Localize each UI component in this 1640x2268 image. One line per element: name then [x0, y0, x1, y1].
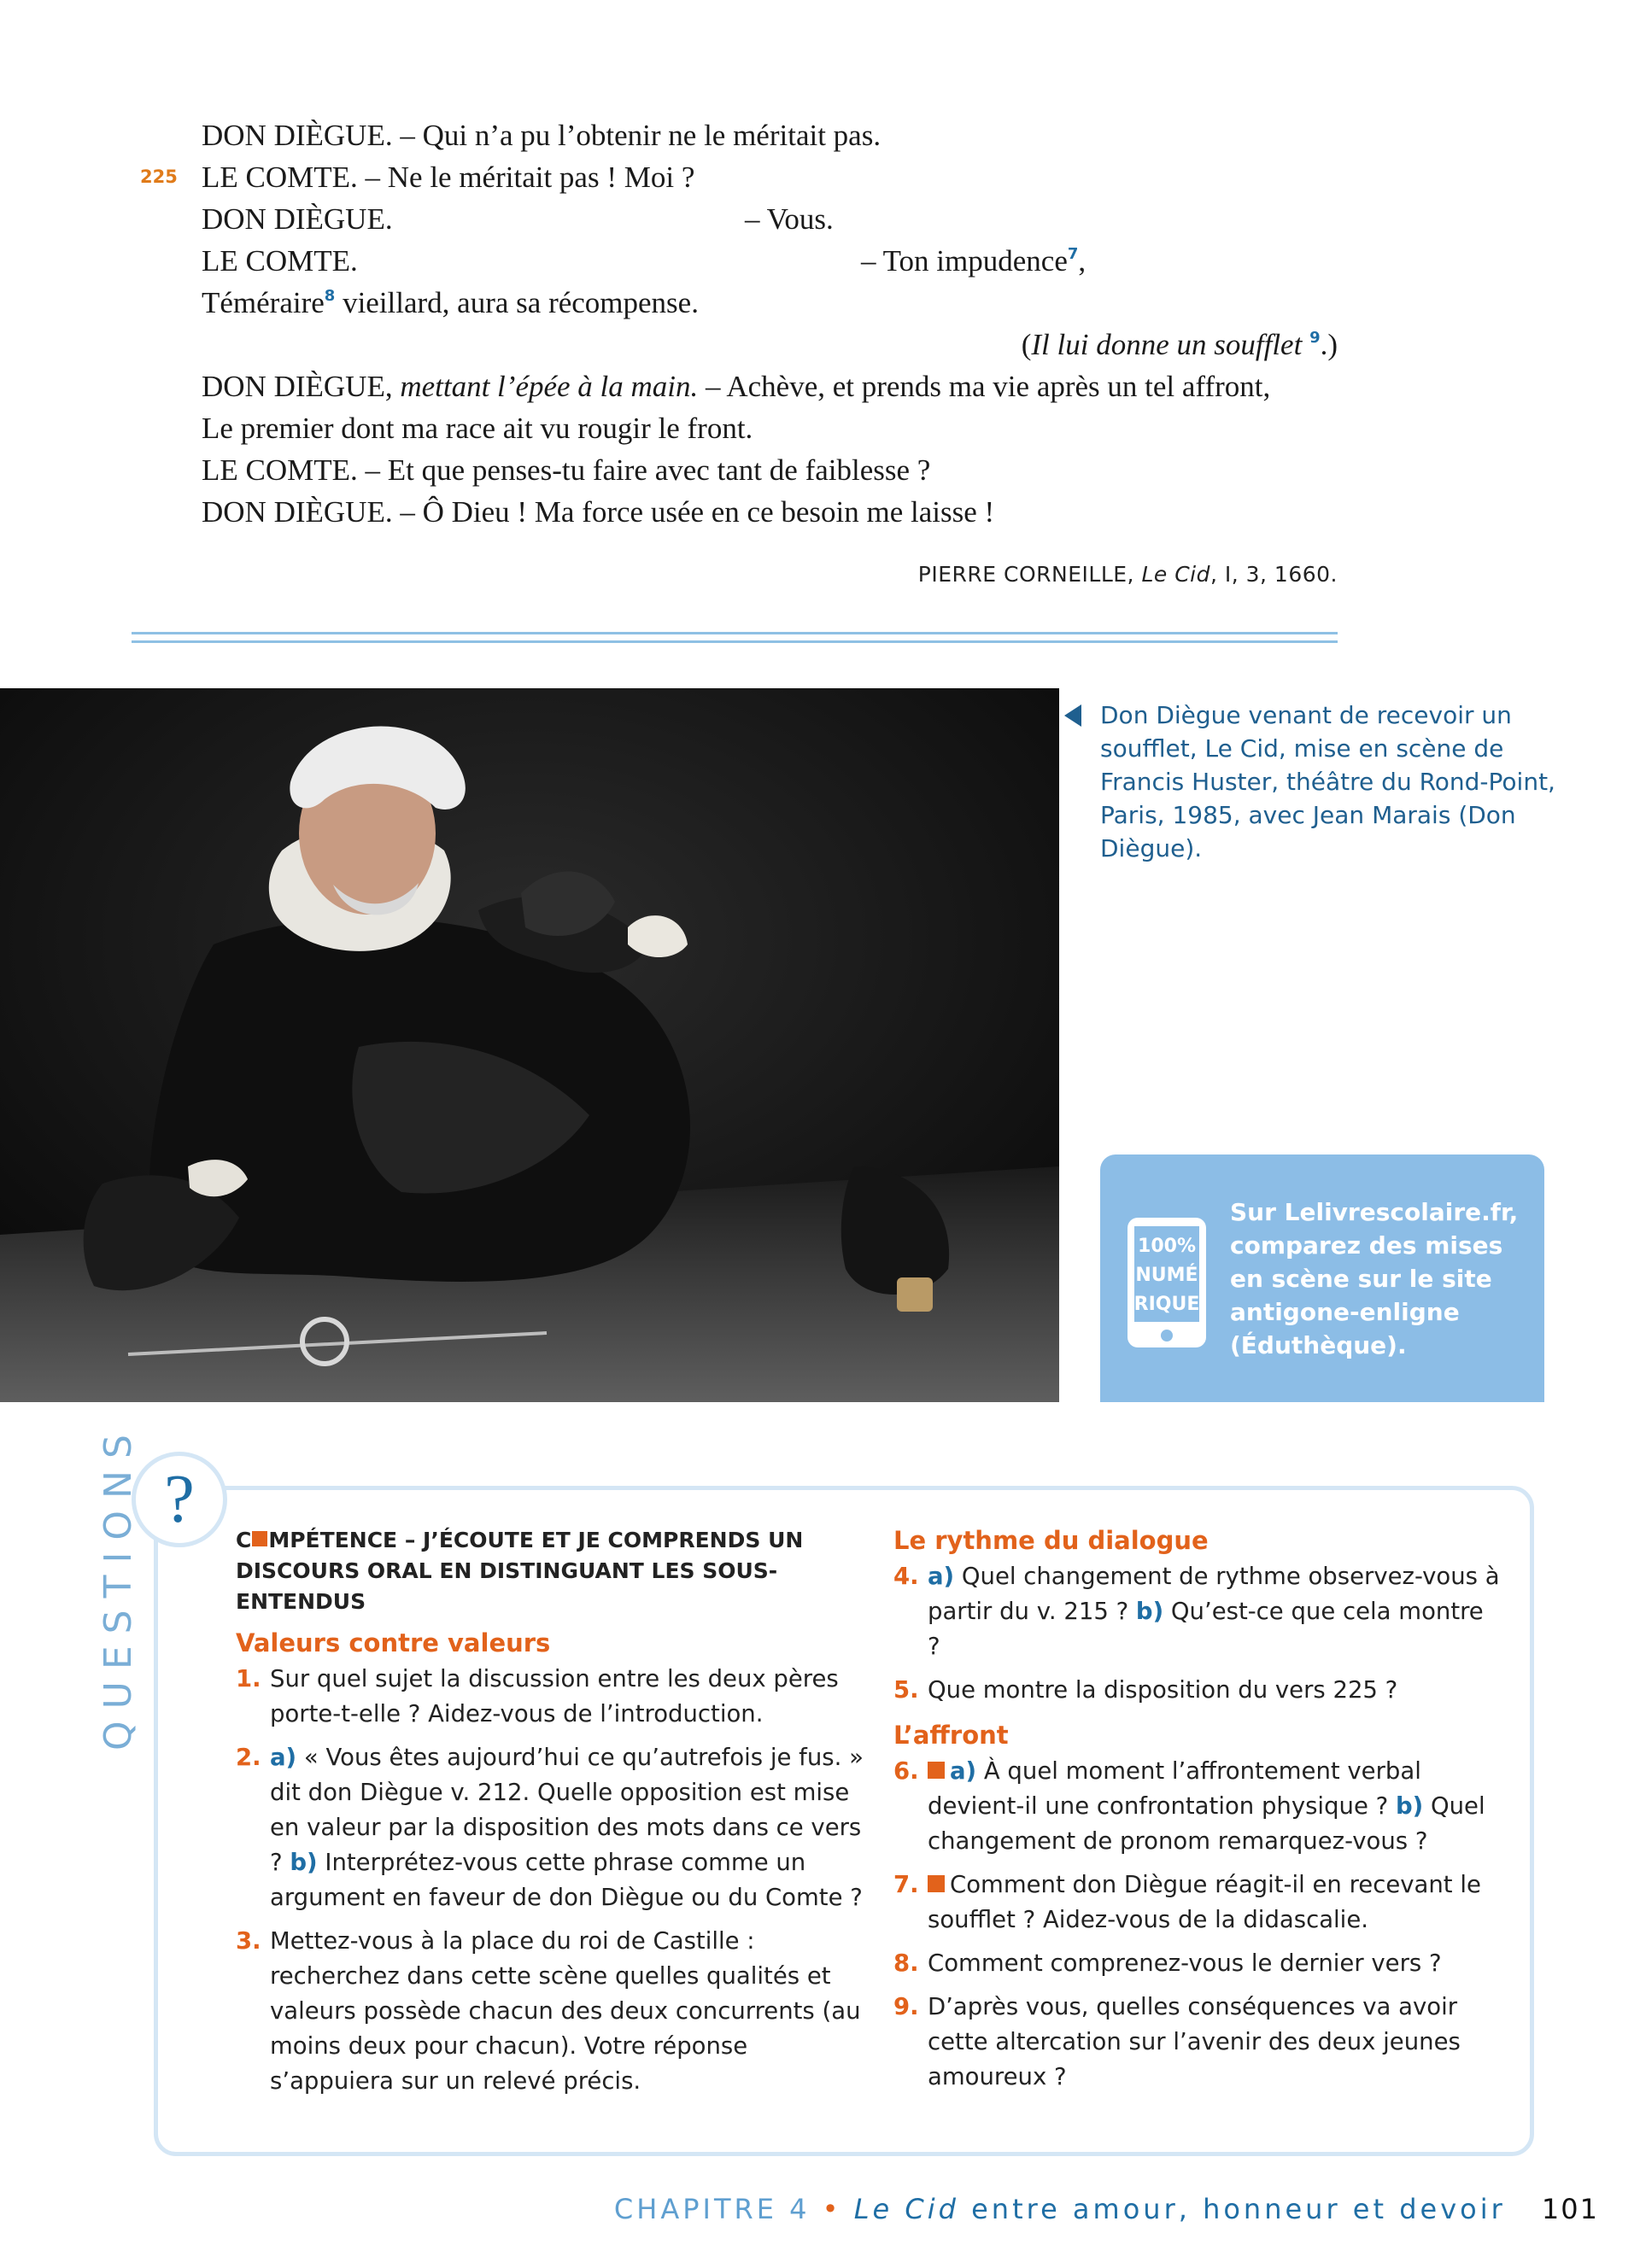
questions-right-column — [893, 1522, 1500, 2103]
bullet-separator: • — [822, 2193, 842, 2225]
oral-square-icon — [928, 1762, 945, 1779]
line-number: 225 — [140, 167, 178, 187]
question-number: 5. — [893, 1676, 919, 1704]
question-item — [236, 1740, 868, 1915]
question-item — [893, 1946, 1500, 1981]
digital-resource-box[interactable] — [1100, 1154, 1544, 1402]
footnote-marker[interactable]: 9 — [1309, 329, 1321, 347]
verse-text: – Achève, et prends ma vie après un tel affront, — [698, 370, 1271, 403]
speaker-name: LE COMTE. — [202, 244, 358, 278]
question-text: Qu’est-ce que cela montre ? — [928, 1598, 1484, 1660]
section-heading: Le rythme du dialogue — [893, 1526, 1209, 1555]
verse-line — [202, 282, 1338, 324]
question-part: a) — [270, 1744, 297, 1771]
verse-line — [202, 491, 1338, 533]
stage-photo — [0, 688, 1059, 1402]
question-number: 9. — [893, 1993, 919, 2020]
verse-text: – Qui n’a pu l’obtenir ne le méritait pas. — [392, 119, 882, 152]
footnote-marker[interactable]: 8 — [324, 287, 336, 305]
question-text: Comment comprenez-vous le dernier vers ? — [928, 1949, 1442, 1977]
verse-text: – Ô Dieu ! Ma force usée en ce besoin me laisse ! — [392, 495, 995, 529]
section-heading: L’affront — [893, 1721, 1009, 1750]
verse-line — [202, 365, 1338, 407]
verse-text: – Ton impudence — [861, 244, 1068, 278]
speaker-name: DON DIÈGUE. — [202, 202, 393, 236]
source-ref: , I, 3, 1660. — [1210, 562, 1338, 587]
paren: ( — [1021, 328, 1032, 361]
question-text: Interprétez-vous cette phrase comme un argument en faveur de don Diègue ou du Comte ? — [270, 1849, 863, 1911]
chapter-label: CHAPITRE 4 — [613, 2193, 811, 2225]
competence-heading — [236, 1525, 868, 1617]
speaker-name: DON DIÈGUE, — [202, 370, 393, 403]
verse-text: – Vous. — [745, 202, 834, 236]
question-item — [236, 1662, 868, 1732]
comp-text: MPÉTENCE – J’ÉCOUTE ET JE COMPRENDS UN DISCOURS ORAL EN DISTINGUANT LES SOUS-ENTENDUS — [236, 1528, 804, 1614]
source-author: PIERRE CORNEILLE, — [917, 562, 1134, 587]
question-item — [893, 1990, 1500, 2095]
stage-direction-text: Il lui donne un soufflet — [1031, 328, 1303, 361]
question-part: b) — [290, 1849, 318, 1876]
verse-text: – Ne le méritait pas ! Moi ? — [357, 161, 695, 194]
photo-caption — [1100, 699, 1578, 865]
verse-line — [140, 156, 1338, 198]
question-number: 1. — [236, 1665, 261, 1692]
verse-line — [202, 114, 1338, 156]
verse-text: , — [1078, 244, 1086, 278]
source-work: Le Cid — [1141, 562, 1210, 587]
question-part: b) — [1395, 1792, 1424, 1820]
question-text: D’après vous, quelles conséquences va avoir cette altercation sur l’avenir des deux jeunes amoureux ? — [928, 1993, 1461, 2090]
question-number: 6. — [893, 1757, 919, 1785]
footnote-marker[interactable]: 7 — [1067, 245, 1079, 263]
verse-line — [202, 240, 1338, 282]
question-number: 3. — [236, 1927, 261, 1955]
chapter-title-italic: Le Cid — [853, 2193, 959, 2225]
square-icon — [252, 1531, 267, 1546]
chapter-title: entre amour, honneur et devoir — [958, 2193, 1506, 2225]
question-number: 7. — [893, 1871, 919, 1898]
question-item — [236, 1924, 868, 2099]
badge-line: NUMÉ — [1135, 1265, 1198, 1286]
question-text: Mettez-vous à la place du roi de Castille : recherchez dans cette scène quelles qualités et valeurs possède chacun des deux concurrents (au moins deux pour chacun). Votre réponse s’appuiera sur un relevé précis. — [270, 1927, 861, 2095]
question-number: 4. — [893, 1563, 919, 1590]
question-part: a) — [950, 1757, 977, 1785]
question-number: 8. — [893, 1949, 919, 1977]
play-excerpt — [140, 114, 1338, 533]
oral-square-icon — [928, 1875, 945, 1892]
divider — [132, 632, 1338, 634]
stage-direction-text: mettant l’épée à la main. — [392, 370, 699, 403]
digital-resource-text[interactable]: Sur Lelivrescolaire.fr, comparez des mises en scène sur le site antigone-enligne (Éduthèque). — [1230, 1198, 1519, 1359]
divider — [132, 640, 1338, 643]
question-part: b) — [1135, 1598, 1164, 1625]
comp-letter: C — [236, 1528, 252, 1552]
question-text: Que montre la disposition du vers 225 ? — [928, 1676, 1398, 1704]
caption-text: Don Diègue venant de recevoir un soufflet, Le Cid, mise en scène de Francis Huster, théâtre du Rond-Point, Paris, 1985, avec Jean Marais (Don Diègue). — [1100, 701, 1555, 862]
questions-label: QUESTIONS — [97, 1423, 140, 1751]
verse-text: – Et que penses-tu faire avec tant de faiblesse ? — [357, 453, 931, 487]
page-number: 101 — [1541, 2193, 1599, 2225]
question-item — [893, 1559, 1500, 1664]
question-text: À quel moment l’affrontement verbal devient-il une confrontation physique ? — [928, 1757, 1421, 1820]
verse-text: vieillard, aura sa récompense. — [335, 286, 699, 319]
question-item — [893, 1754, 1500, 1859]
verse-text: Le premier dont ma race ait vu rougir le front. — [202, 412, 753, 445]
question-text: Quel changement de rythme observez-vous à partir du v. 215 ? — [928, 1563, 1500, 1625]
question-item — [893, 1673, 1500, 1708]
question-item — [893, 1868, 1500, 1938]
stage-direction — [202, 324, 1338, 365]
questions-left-column — [236, 1525, 868, 2107]
question-text: Quel changement de pronom remarquez-vous ? — [928, 1792, 1485, 1855]
question-text: Comment don Diègue réagit-il en recevant le soufflet ? Aidez-vous de la didascalie. — [928, 1871, 1481, 1933]
badge-line: RIQUE — [1133, 1294, 1200, 1315]
source-citation — [918, 562, 1338, 587]
question-text: Sur quel sujet la discussion entre les deux pères porte-t-elle ? Aidez-vous de l’introduction. — [270, 1665, 839, 1727]
page-footer — [614, 2193, 1599, 2225]
verse-line — [202, 198, 1338, 240]
paren: .) — [1320, 328, 1338, 361]
photo-illustration — [0, 688, 1059, 1402]
question-number: 2. — [236, 1744, 261, 1771]
question-mark-icon: ? — [164, 1462, 195, 1537]
verse-text: Téméraire — [202, 286, 325, 319]
caret-left-icon — [1064, 704, 1081, 727]
speaker-name: LE COMTE. — [202, 161, 358, 194]
question-text: « Vous êtes aujourd’hui ce qu’autrefois je fus. » dit don Diègue v. 212. Quelle opposition est mise en valeur par la disposition des mots dans ce vers ? — [270, 1744, 864, 1876]
speaker-name: LE COMTE. — [202, 453, 358, 487]
verse-line — [202, 449, 1338, 491]
speaker-name: DON DIÈGUE. — [202, 495, 393, 529]
section-heading: Valeurs contre valeurs — [236, 1628, 551, 1657]
question-part: a) — [928, 1563, 955, 1590]
speaker-name: DON DIÈGUE. — [202, 119, 393, 152]
verse-line — [202, 407, 1338, 449]
badge-line: 100% — [1138, 1236, 1196, 1257]
tablet-icon — [1124, 1214, 1210, 1351]
